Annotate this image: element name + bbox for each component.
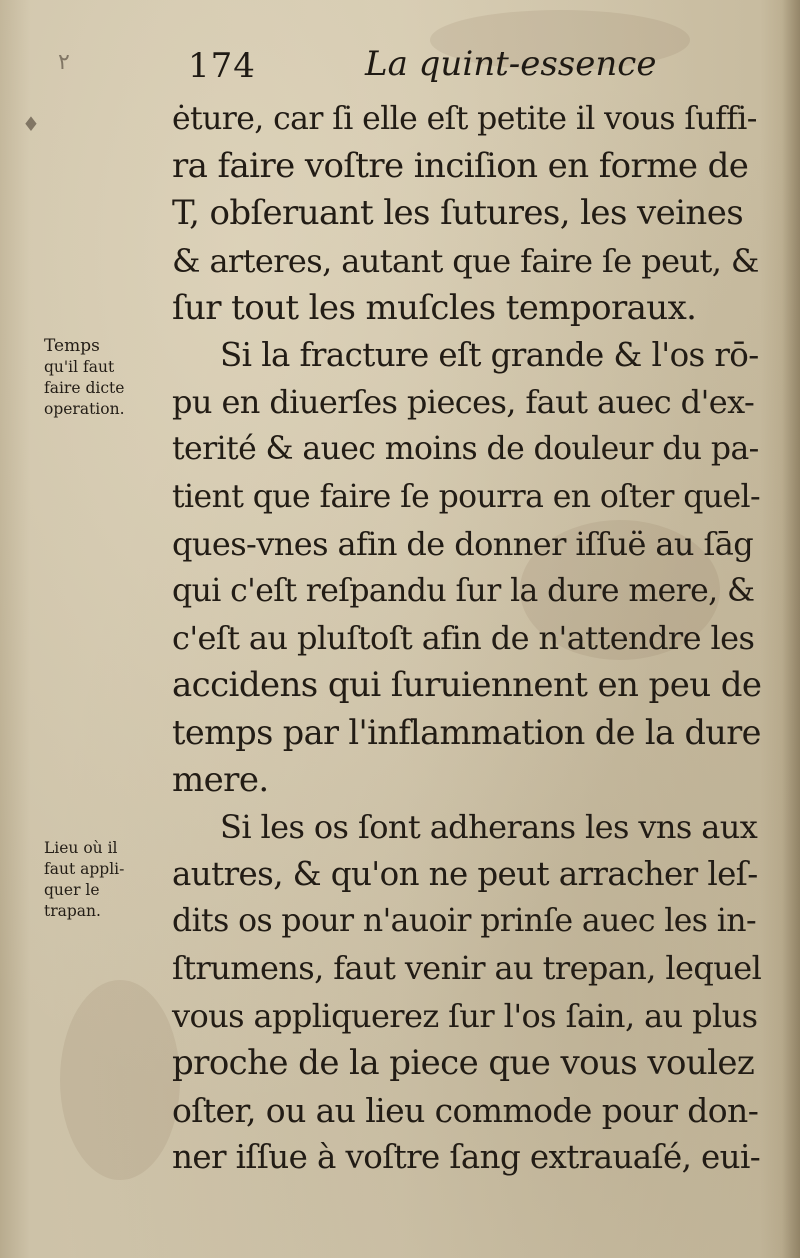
text-line-paragraph-start: Si les os ſont adherans les vns aux xyxy=(220,807,758,846)
text-line: ſtrumens, faut venir au trepan, lequel xyxy=(172,949,762,988)
margin-note-line: faut appli- xyxy=(44,860,125,878)
margin-note-line: operation. xyxy=(44,400,125,418)
margin-note-temps xyxy=(44,336,125,420)
text-line: c'eſt au pluſtoſt afin de n'attendre les xyxy=(172,619,755,658)
text-line: T, obſeruant les ſutures, les veines xyxy=(172,193,744,234)
margin-note-lieu xyxy=(44,838,124,922)
page-number: 174 xyxy=(188,46,256,86)
text-line: oſter, ou au lieu commode pour don- xyxy=(172,1090,759,1130)
text-line: ques-vnes afin de donner iſſuë au ſāg xyxy=(172,524,754,563)
margin-note-line: faire dicte xyxy=(44,379,125,397)
text-line: ner iſſue à voſtre ſang extrauaſé, eui- xyxy=(172,1138,761,1177)
margin-note-line: Lieu où il xyxy=(44,839,118,857)
text-line: dits os pour n'auoir prinſe auec les in- xyxy=(172,903,756,940)
text-line: vous appliquerez ſur l'os ſain, au plus xyxy=(172,996,758,1035)
margin-note-line: Temps xyxy=(44,336,100,356)
paper-stain xyxy=(60,980,180,1180)
text-line: autres, & qu'on ne peut arracher leſ- xyxy=(172,855,758,893)
text-line: temps par l'inflammation de la dure xyxy=(172,713,761,753)
margin-note-line: qu'il faut xyxy=(44,358,115,376)
text-line: ra faire voſtre inciſion en forme de xyxy=(172,146,749,187)
text-line: qui c'eſt reſpandu ſur la dure mere, & xyxy=(172,572,755,609)
text-line: accidens qui ſuruiennent en peu de xyxy=(172,665,762,706)
page-header xyxy=(0,38,800,98)
ink-mark: ٢ xyxy=(58,50,70,75)
margin-note-line: trapan. xyxy=(44,902,101,920)
running-title: La quint-essence xyxy=(365,44,657,84)
text-line: mere. xyxy=(172,759,269,800)
text-line-paragraph-start: Si la fracture eſt grande & l'os rō- xyxy=(220,335,759,374)
margin-note-line: quer le xyxy=(44,881,100,899)
text-line: ſur tout les muſcles temporaux. xyxy=(172,287,697,328)
ink-mark: ♦ xyxy=(22,112,40,136)
text-line: & arteres, autant que faire ſe peut, & xyxy=(172,241,759,280)
text-line: tient que faire ſe pourra en oſter quel- xyxy=(172,478,761,515)
text-line: proche de la piece que vous voulez xyxy=(172,1042,755,1083)
main-text-block xyxy=(172,96,762,1181)
text-line: terité & auec moins de douleur du pa- xyxy=(172,431,759,468)
text-line: ėture, car ſi elle eſt petite il vous ſuffi- xyxy=(172,101,757,137)
page-edge-shadow xyxy=(782,0,800,1258)
text-line: pu en diuerſes pieces, faut auec d'ex- xyxy=(172,383,755,422)
